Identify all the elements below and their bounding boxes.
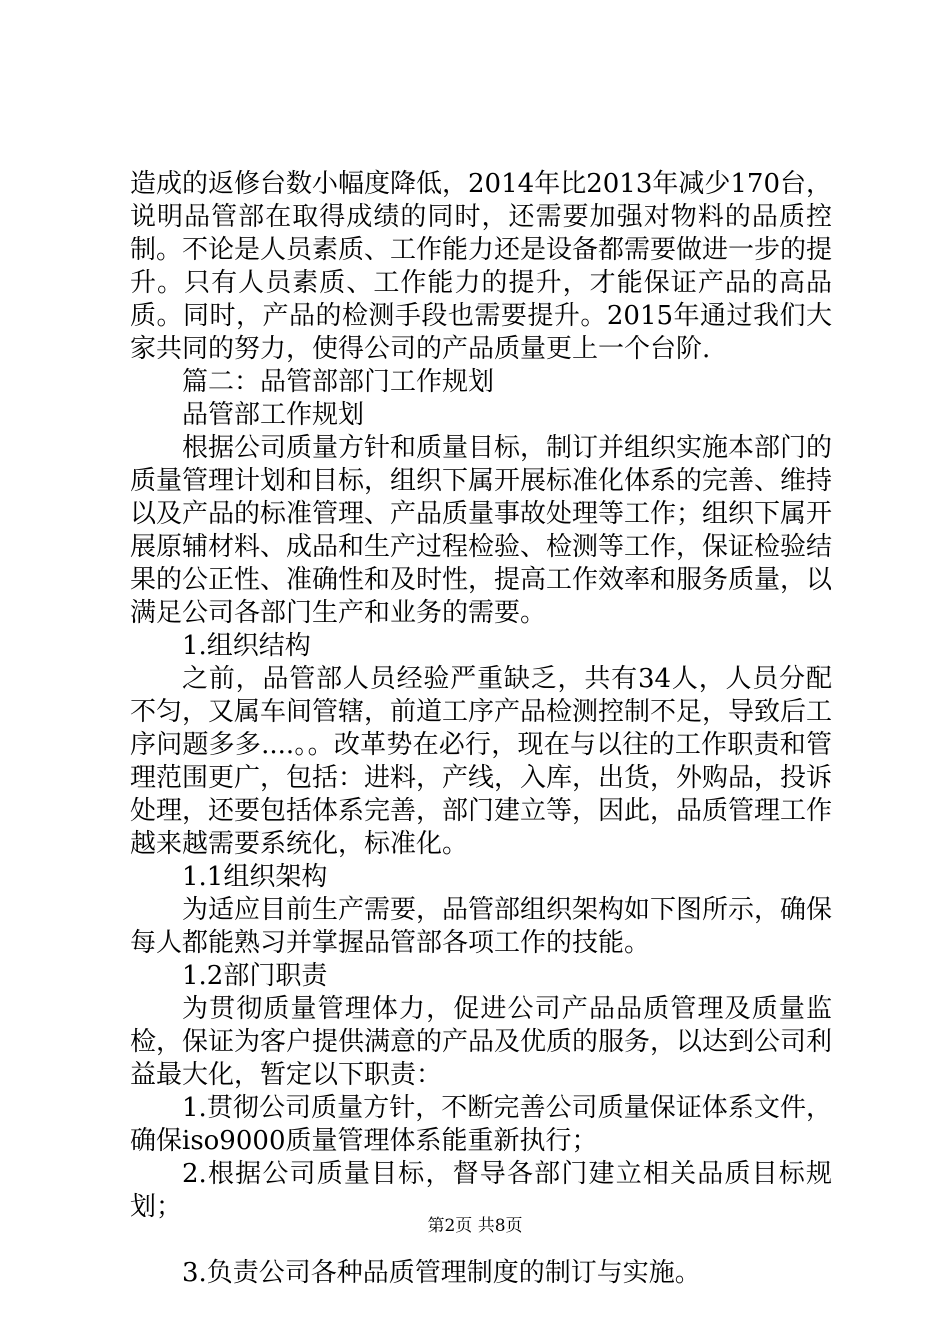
paragraph-duties-intro: 为贯彻质量管理体力，促进公司产品品质管理及质量监检，保证为客户提供满意的产品及优质的服务，以达到公司利益最大化，暂定以下职责： xyxy=(130,994,833,1090)
page-footer xyxy=(0,1216,950,1236)
section-heading-part-two: 篇二：品管部部门工作规划 xyxy=(182,367,495,397)
duty-item-1: 1.贯彻公司质量方针，不断完善公司质量保证体系文件，确保iso9000质量管理体系能重新执行； xyxy=(130,1093,832,1156)
page-indicator: 第2页 共8页 xyxy=(427,1216,523,1236)
paragraph-continuation: 造成的返修台数小幅度降低，2014年比2013年减少170台，说明品管部在取得成绩的同时，还需要加强对物料的品质控制。不论是人员素质、工作能力还是设备都需要做进一步的提升。只有人员素质、工作能力的提升，才能保证产品的高品质。同时，产品的检测手段也需要提升。2015年通过我们大家共同的努力，使得公司的产品质量更上一个台阶. xyxy=(130,169,833,364)
document-body xyxy=(130,168,832,1290)
heading-organization-structure: 1.组织结构 xyxy=(182,631,311,661)
duty-item-2: 2.根据公司质量目标，督导各部门建立相关品质目标规划； xyxy=(130,1159,832,1222)
paragraph-organization: 之前，品管部人员经验严重缺乏，共有34人，人员分配不匀，又属车间管辖，前道工序产品检测控制不足，导致后工序问题多多....。。改革势在必行，现在与以往的工作职责和管理范围更广，包括：进料，产线，入库，出货，外购品，投诉处理，还要包括体系完善，部门建立等，因此，品质管理工作越来越需要系统化，标准化。 xyxy=(130,664,833,859)
duty-item-3: 3.负责公司各种品质管理制度的制订与实施。 xyxy=(182,1258,701,1288)
paragraph-intro: 根据公司质量方针和质量目标，制订并组织实施本部门的质量管理计划和目标，组织下属开展标准化体系的完善、维持以及产品的标准管理、产品质量事故处理等工作；组织下属开展原辅材料、成品和生产过程检验、检测等工作，保证检验结果的公正性、准确性和及时性，提高工作效率和服务质量，以满足公司各部门生产和业务的需要。 xyxy=(130,433,833,628)
heading-department-duties: 1.2部门职责 xyxy=(182,961,328,991)
paragraph-organization-chart: 为适应目前生产需要，品管部组织架构如下图所示，确保每人都能熟习并掌握品管部各项工作的技能。 xyxy=(130,895,833,958)
heading-organization-chart: 1.1组织架构 xyxy=(182,862,328,892)
document-title: 品管部工作规划 xyxy=(182,400,365,430)
